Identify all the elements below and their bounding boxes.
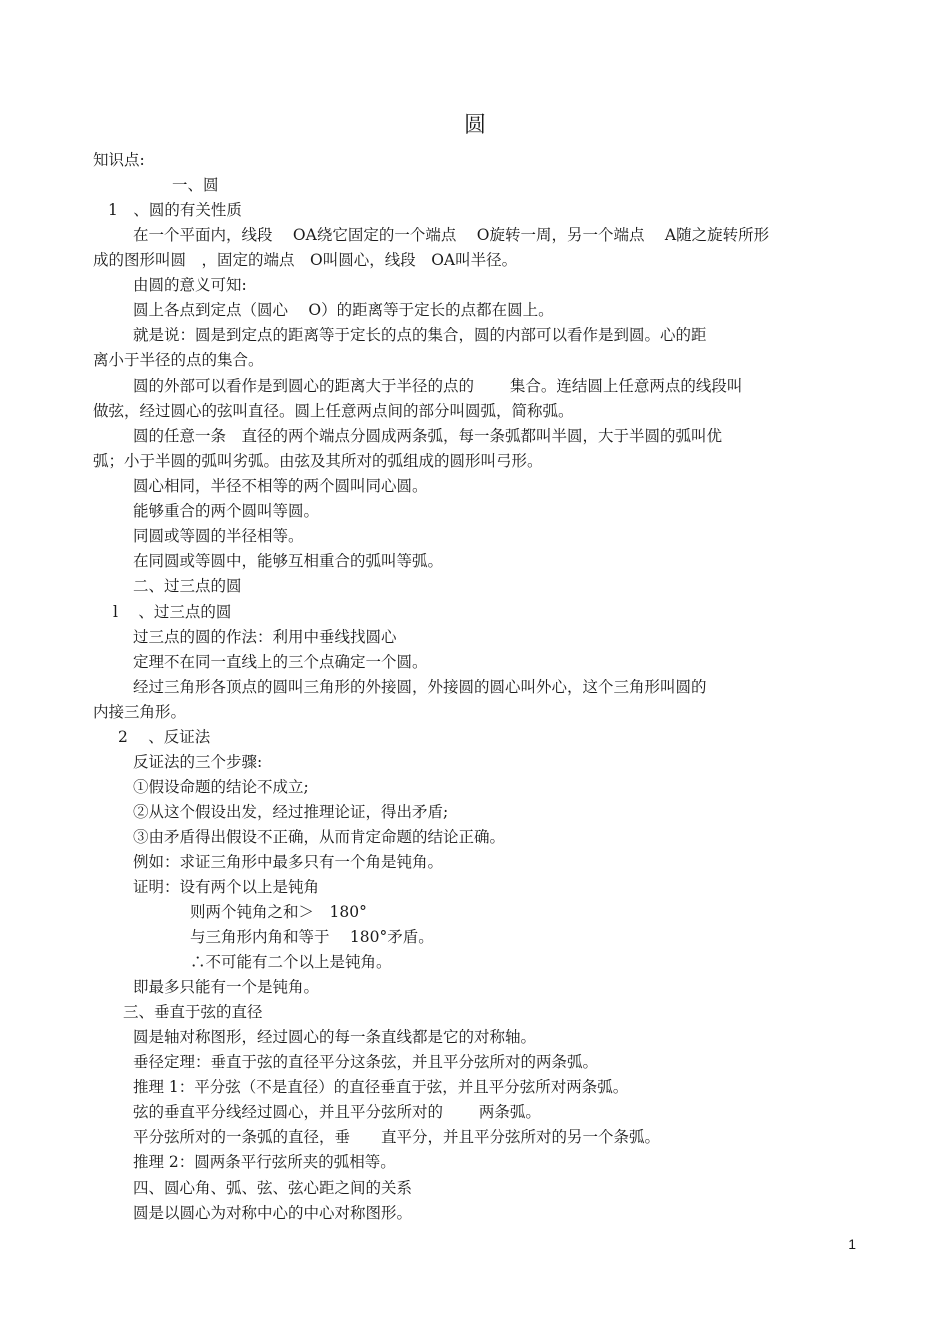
- text-line: 垂径定理：垂直于弦的直径平分这条弦，并且平分弦所对的两条弧。: [133, 1053, 599, 1071]
- text-line: 圆是以圆心为对称中心的中心对称图形。: [133, 1204, 413, 1222]
- text-line: 二、过三点的圆: [133, 577, 242, 595]
- text-line: 圆的外部可以看作是到圆心的距离大于半径的点的 集合。连结圆上任意两点的线段叫: [133, 377, 743, 395]
- text-line: 做弦，经过圆心的弦叫直径。圆上任意两点间的部分叫圆弧，简称弧。: [93, 402, 574, 420]
- page-number: 1: [848, 1236, 856, 1252]
- text-line: 经过三角形各顶点的圆叫三角形的外接圆，外接圆的圆心叫外心，这个三角形叫圆的: [133, 678, 707, 696]
- text-line: 成的图形叫圆 ，固定的端点 O叫圆心，线段 OA叫半径。: [93, 251, 518, 269]
- text-line: 由圆的意义可知:: [133, 276, 247, 294]
- text-line: 三、垂直于弦的直径: [123, 1003, 263, 1021]
- text-line: 1 、圆的有关性质: [108, 201, 242, 219]
- text-line: 则两个钝角之和＞ 180°: [190, 903, 367, 921]
- text-line: 一、圆: [172, 176, 219, 194]
- text-line: 在一个平面内，线段 OA绕它固定的一个端点 O旋转一周，另一个端点 A随之旋转所形: [133, 226, 770, 244]
- text-line: 弧；小于半圆的弧叫劣弧。由弦及其所对的弧组成的圆形叫弓形。: [93, 452, 543, 470]
- text-line: 过三点的圆的作法：利用中垂线找圆心: [133, 628, 397, 646]
- text-line: 与三角形内角和等于 180°矛盾。: [190, 928, 434, 946]
- text-line: 证明：设有两个以上是钝角: [133, 878, 320, 896]
- page-title: 圆: [463, 113, 486, 138]
- text-line: 推理 2：圆两条平行弦所夹的弧相等。: [133, 1153, 396, 1171]
- text-line: 弦的垂直平分线经过圆心，并且平分弦所对的 两条弧。: [133, 1103, 541, 1121]
- text-line: 圆是轴对称图形，经过圆心的每一条直线都是它的对称轴。: [133, 1028, 537, 1046]
- text-line: 圆心相同，半径不相等的两个圆叫同心圆。: [133, 477, 428, 495]
- text-line: ③由矛盾得出假设不正确，从而肯定命题的结论正确。: [133, 828, 506, 846]
- text-line: 内接三角形。: [93, 703, 187, 721]
- text-line: 四、圆心角、弧、弦、弦心距之间的关系: [133, 1179, 413, 1197]
- text-line: 即最多只能有一个是钝角。: [133, 978, 320, 996]
- text-line: ①假设命题的结论不成立;: [133, 778, 309, 796]
- text-line: 在同圆或等圆中，能够互相重合的弧叫等弧。: [133, 552, 444, 570]
- text-line: 同圆或等圆的半径相等。: [133, 527, 304, 545]
- text-line: 离小于半径的点的集合。: [93, 351, 264, 369]
- text-line: 能够重合的两个圆叫等圆。: [133, 502, 320, 520]
- text-line: ∴不可能有二个以上是钝角。: [190, 953, 392, 971]
- text-line: 圆上各点到定点（圆心 O）的距离等于定长的点都在圆上。: [133, 301, 554, 319]
- text-line: 定理不在同一直线上的三个点确定一个圆。: [133, 653, 428, 671]
- text-line: 平分弦所对的一条弧的直径，垂 直平分，并且平分弦所对的另一个条弧。: [133, 1128, 661, 1146]
- text-line: 推理 1：平分弦（不是直径）的直径垂直于弦，并且平分弦所对两条弧。: [133, 1078, 629, 1096]
- text-line: 就是说：圆是到定点的距离等于定长的点的集合，圆的内部可以看作是到圆。心的距: [133, 326, 707, 344]
- text-line: 2 、反证法: [118, 728, 211, 746]
- text-line: 知识点:: [93, 151, 145, 169]
- text-line: 圆的任意一条 直径的两个端点分圆成两条弧，每一条弧都叫半圆，大于半圆的弧叫优: [133, 427, 723, 445]
- text-line: l 、过三点的圆: [113, 603, 232, 621]
- text-line: 反证法的三个步骤:: [133, 753, 263, 771]
- text-line: ②从这个假设出发，经过推理论证，得出矛盾;: [133, 803, 449, 821]
- text-line: 例如：求证三角形中最多只有一个角是钝角。: [133, 853, 444, 871]
